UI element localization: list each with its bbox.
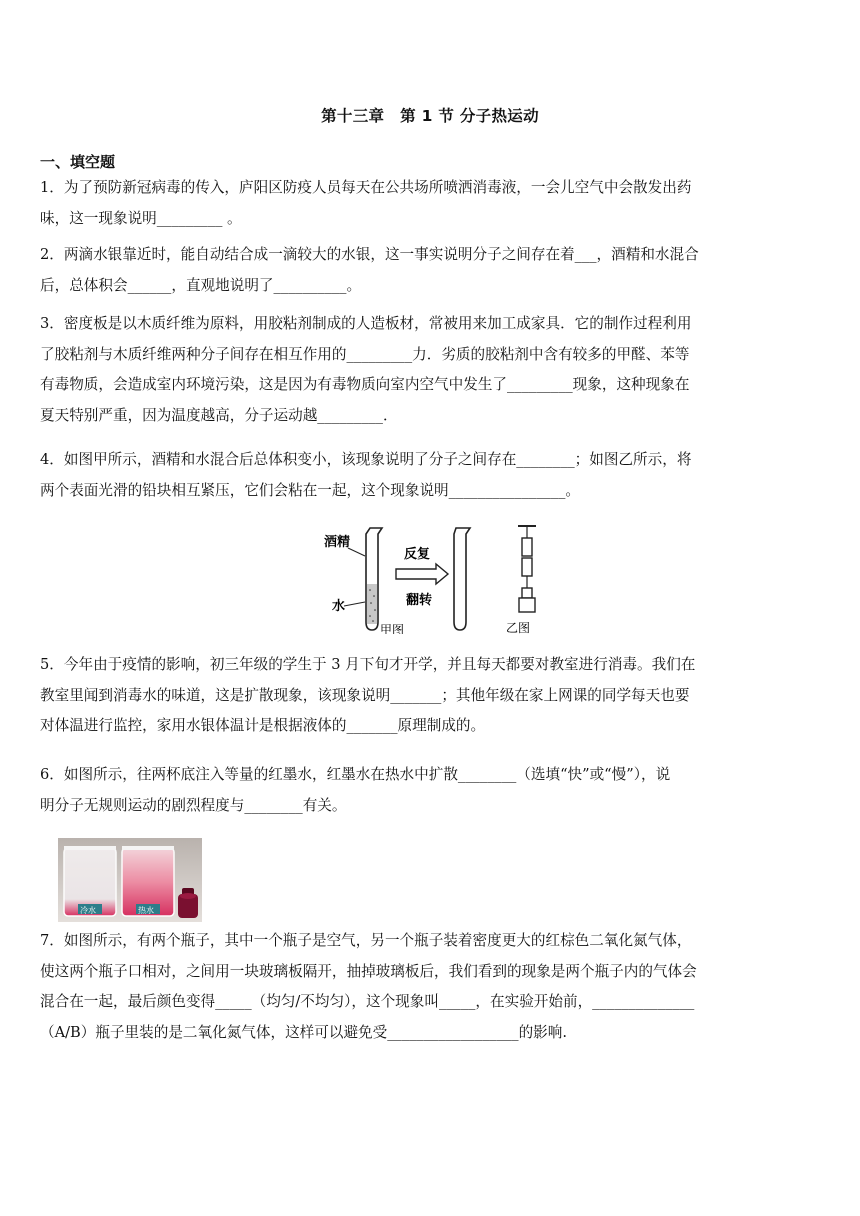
question-line: 混合在一起，最后颜色变得_____（均匀/不均匀），这个现象叫_____，在实验开始前，______________ xyxy=(40,993,695,1010)
label-figure-jia: 甲图 xyxy=(380,623,405,634)
question-1 xyxy=(40,173,822,234)
question-line: 对体温进行监控，家用水银体温计是根据液体的_______原理制成的。 xyxy=(40,717,486,734)
question-line: 1．为了预防新冠病毒的传入，庐阳区防疫人员每天在公共场所喷洒消毒液，一会儿空气中会散发出药 xyxy=(40,179,692,196)
question-line: 5．今年由于疫情的影响，初三年级的学生于 3 月下旬才开学，并且每天都要对教室进行消毒。我们在 xyxy=(40,656,696,673)
page-title: 第十三章 第 1 节 分子热运动 xyxy=(321,107,539,125)
question-line: 味，这一现象说明_________ 。 xyxy=(40,209,242,227)
question-2 xyxy=(40,240,822,301)
question-line: 有毒物质，会造成室内环境污染，这是因为有毒物质向室内空气中发生了_________现象，这种现象在 xyxy=(40,376,690,393)
question-line: 后，总体积会______，直观地说明了__________。 xyxy=(40,276,362,294)
question-line: 明分子无规则运动的剧烈程度与________有关。 xyxy=(40,796,347,814)
label-cold-water: 冷水 xyxy=(80,906,96,915)
question-line: 6．如图所示，往两杯底注入等量的红墨水，红墨水在热水中扩散________（选填“快”或“慢”），说 xyxy=(40,766,671,783)
section-heading: 一、填空题 xyxy=(40,153,116,171)
figure-ink-diffusion-photo xyxy=(58,838,202,922)
question-line: 2．两滴水银靠近时，能自动结合成一滴较大的水银，这一事实说明分子之间存在着___，酒精和水混合 xyxy=(40,246,699,263)
question-line: 了胶粘剂与木质纤维两种分子间存在相互作用的_________力．劣质的胶粘剂中含有较多的甲醛、苯等 xyxy=(40,345,690,363)
label-repeat: 反复 xyxy=(404,547,431,562)
question-line: 4．如图甲所示，酒精和水混合后总体积变小，该现象说明了分子之间存在________；如图乙所示，将 xyxy=(40,451,692,468)
arrow-icon xyxy=(396,564,448,584)
label-alcohol: 酒精 xyxy=(324,535,351,550)
question-7 xyxy=(40,926,822,1048)
question-4 xyxy=(40,445,822,506)
question-line: 夏天特别严重，因为温度越高，分子运动越_________． xyxy=(40,406,398,424)
question-line: 两个表面光滑的铅块相互紧压，它们会粘在一起，这个现象说明________________。 xyxy=(40,481,580,499)
question-line: （A/B）瓶子里装的是二氧化氮气体，这样可以避免受__________________的影响. xyxy=(40,1023,568,1041)
question-3 xyxy=(40,309,822,431)
figure-alcohol-water-lead-blocks xyxy=(320,522,550,634)
label-hot-water: 热水 xyxy=(138,906,154,915)
question-5 xyxy=(40,650,822,742)
question-line: 7．如图所示，有两个瓶子，其中一个瓶子是空气，另一个瓶子装着密度更大的红棕色二氧化氮气体， xyxy=(40,932,692,949)
question-6 xyxy=(40,760,822,821)
label-flip: 翻转 xyxy=(406,593,433,608)
question-line: 教室里闻到消毒水的味道，这是扩散现象，该现象说明_______；其他年级在家上网课的同学每天也要 xyxy=(40,686,690,704)
question-line: 使这两个瓶子口相对，之间用一块玻璃板隔开，抽掉玻璃板后，我们看到的现象是两个瓶子内的气体会 xyxy=(40,962,697,980)
label-figure-yi: 乙图 xyxy=(506,621,531,634)
label-water: 水 xyxy=(332,599,346,614)
question-line: 3．密度板是以木质纤维为原料，用胶粘剂制成的人造板材，常被用来加工成家具．它的制作过程利用 xyxy=(40,315,692,332)
